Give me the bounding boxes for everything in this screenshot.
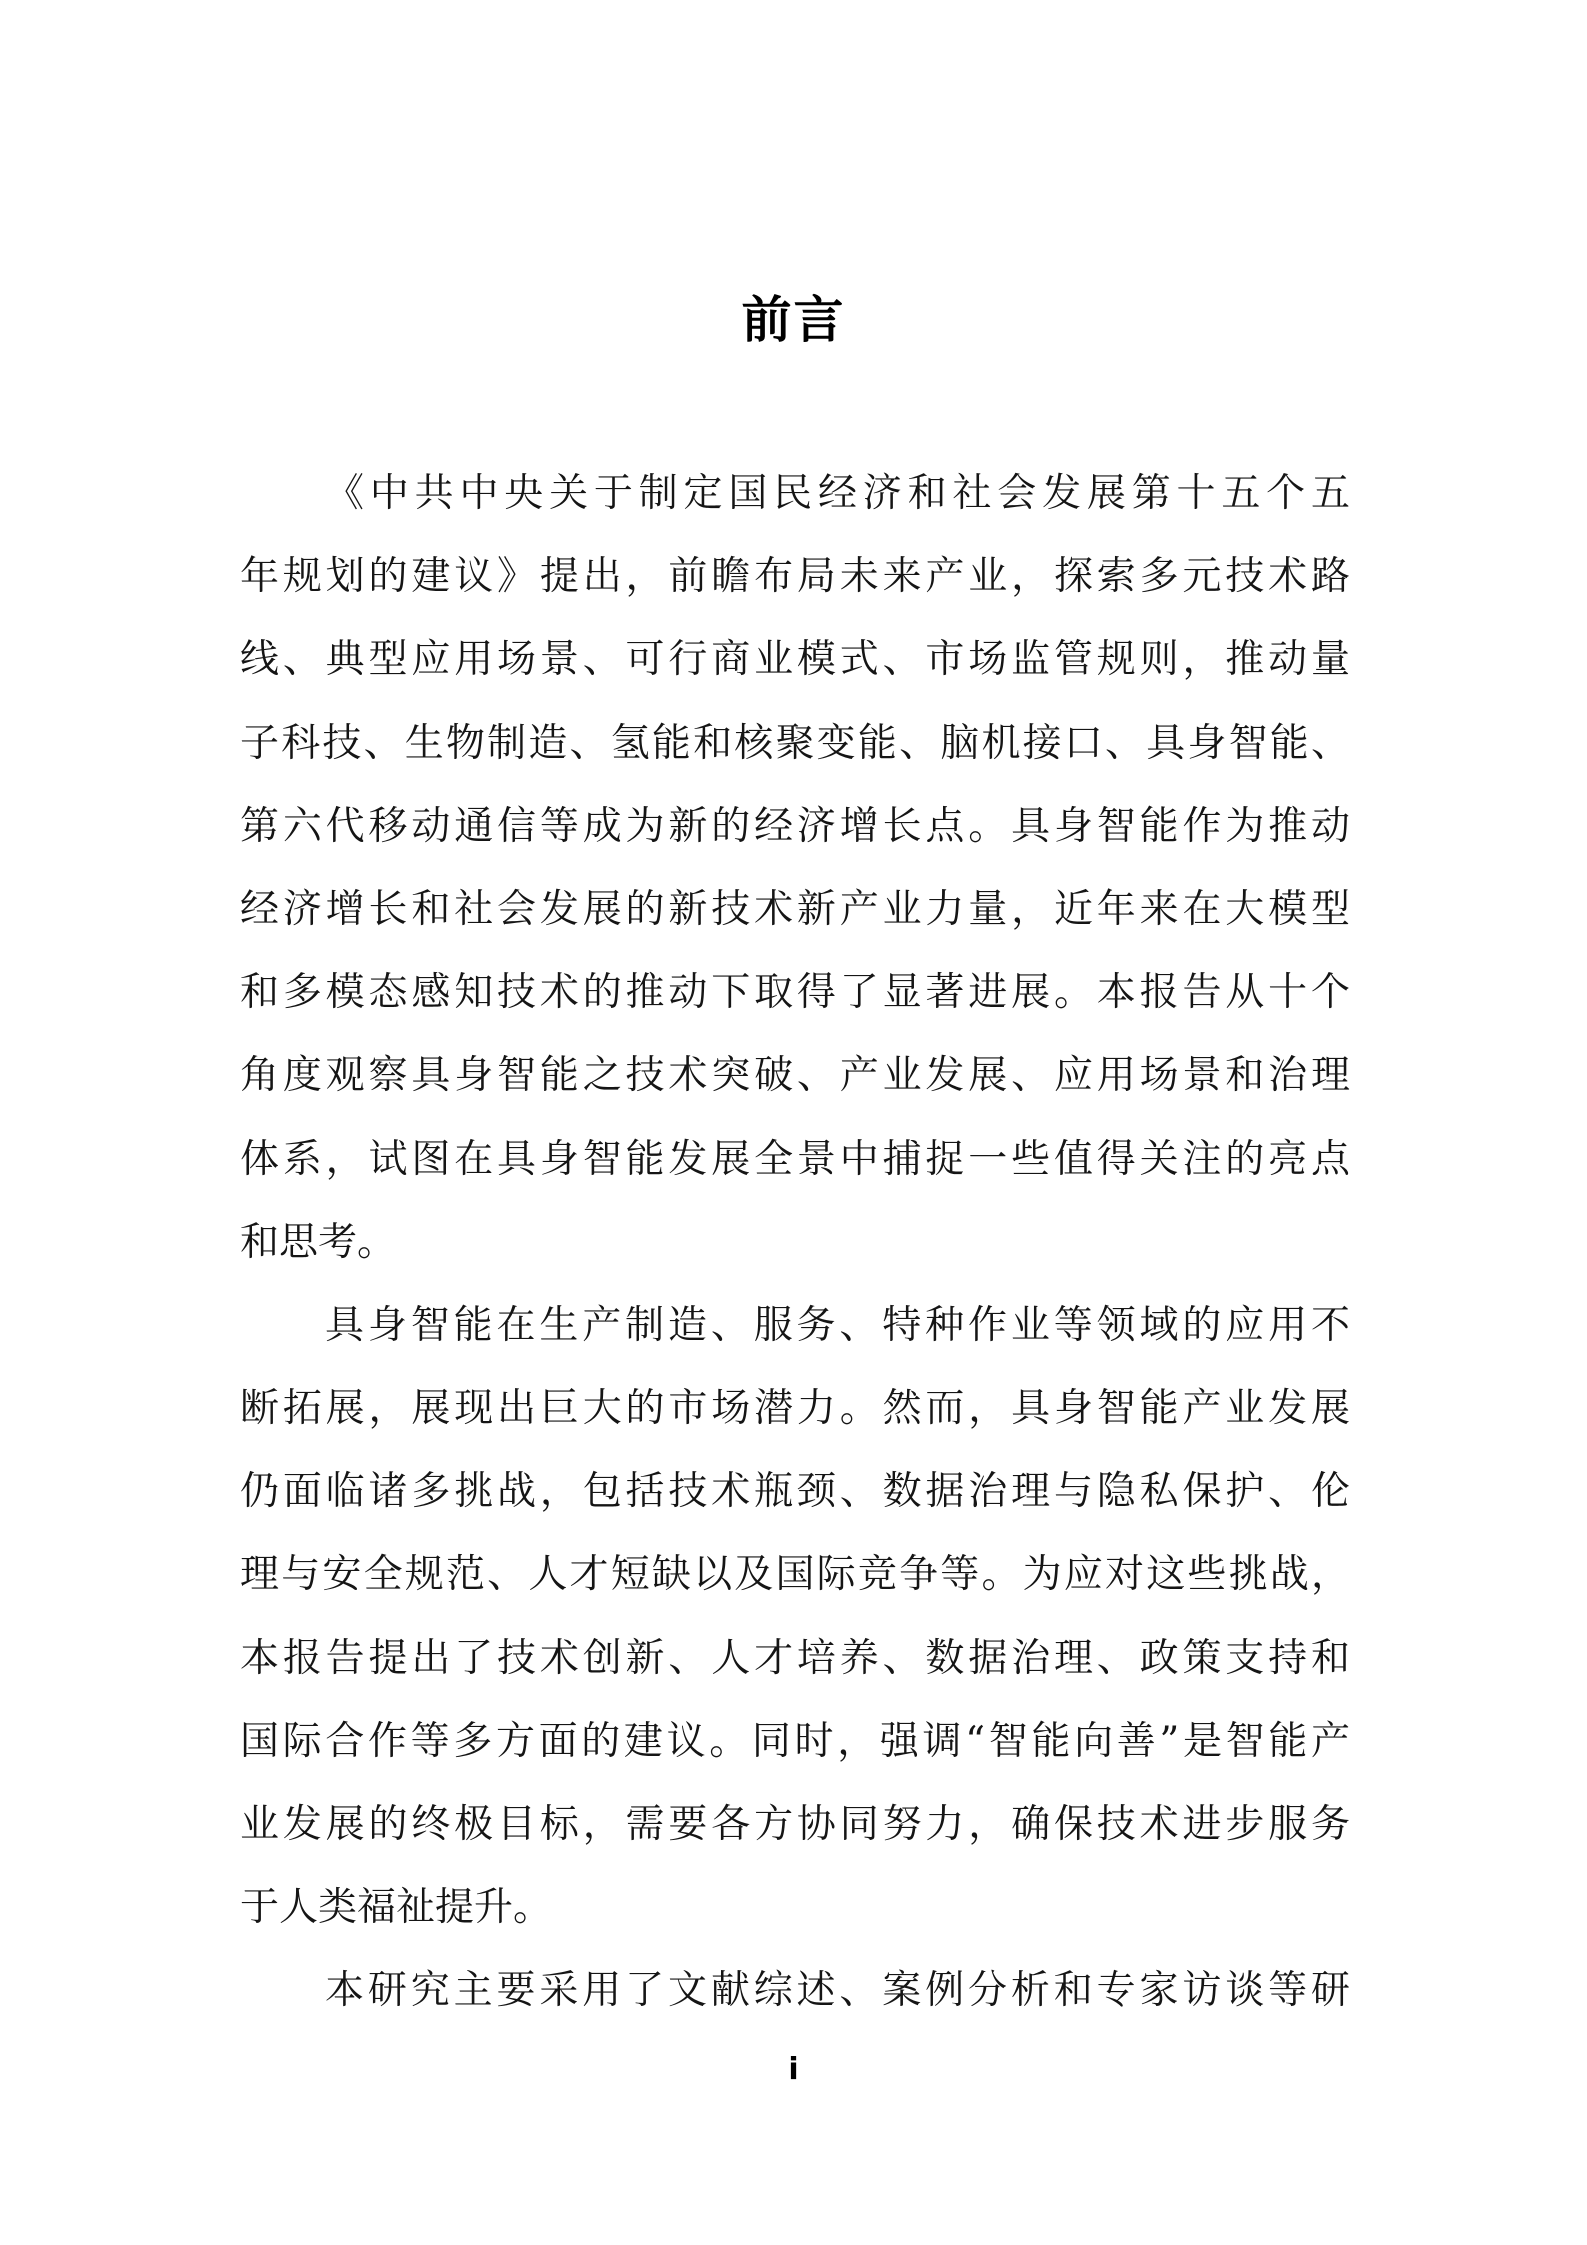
text-line: 角度观察具身智能之技术突破、产业发展、应用场景和治理 xyxy=(240,1053,1350,1099)
text-line: 业发展的终极目标，需要各方协同努力，确保技术进步服务 xyxy=(240,1802,1350,1847)
preface-body xyxy=(240,452,1350,2033)
text-line: 线、典型应用场景、可行商业模式、市场监管规则，推动量 xyxy=(240,637,1350,683)
text-line: 国际合作等多方面的建议。同时，强调“智能向善”是智能产 xyxy=(240,1718,1350,1764)
text-line: 具身智能在生产制造、服务、特种作业等领域的应用不 xyxy=(325,1302,1350,1348)
text-line: 仍面临诸多挑战，包括技术瓶颈、数据治理与隐私保护、伦 xyxy=(240,1469,1350,1515)
text-line: 年规划的建议》提出，前瞻布局未来产业，探索多元技术路 xyxy=(240,554,1350,600)
text-line: 第六代移动通信等成为新的经济增长点。具身智能作为推动 xyxy=(240,803,1350,849)
page-number: i xyxy=(788,2052,799,2087)
text-line: 体系，试图在具身智能发展全景中捕捉一些值得关注的亮点 xyxy=(240,1136,1350,1182)
text-line: 子科技、生物制造、氢能和核聚变能、脑机接口、具身智能、 xyxy=(240,720,1350,766)
text-line: 断拓展，展现出巨大的市场潜力。然而，具身智能产业发展 xyxy=(240,1386,1350,1432)
text-line: 和思考。 xyxy=(240,1219,397,1265)
text-line: 于人类福祉提升。 xyxy=(240,1885,553,1931)
paragraph-2 xyxy=(240,1284,1350,1950)
text-line: 经济增长和社会发展的新技术新产业力量，近年来在大模型 xyxy=(240,886,1350,932)
text-line: 本研究主要采用了文献综述、案例分析和专家访谈等研 xyxy=(325,1968,1350,2014)
paragraph-1 xyxy=(240,452,1350,1284)
page-title: 前言 xyxy=(741,291,846,349)
text-line: 和多模态感知技术的推动下取得了显著进展。本报告从十个 xyxy=(240,970,1350,1016)
text-line: 本报告提出了技术创新、人才培养、数据治理、政策支持和 xyxy=(240,1635,1350,1681)
text-line: 理与安全规范、人才短缺以及国际竞争等。为应对这些挑战， xyxy=(240,1552,1350,1598)
paragraph-3 xyxy=(240,1949,1350,2032)
text-line: 《中共中央关于制定国民经济和社会发展第十五个五 xyxy=(325,471,1350,516)
